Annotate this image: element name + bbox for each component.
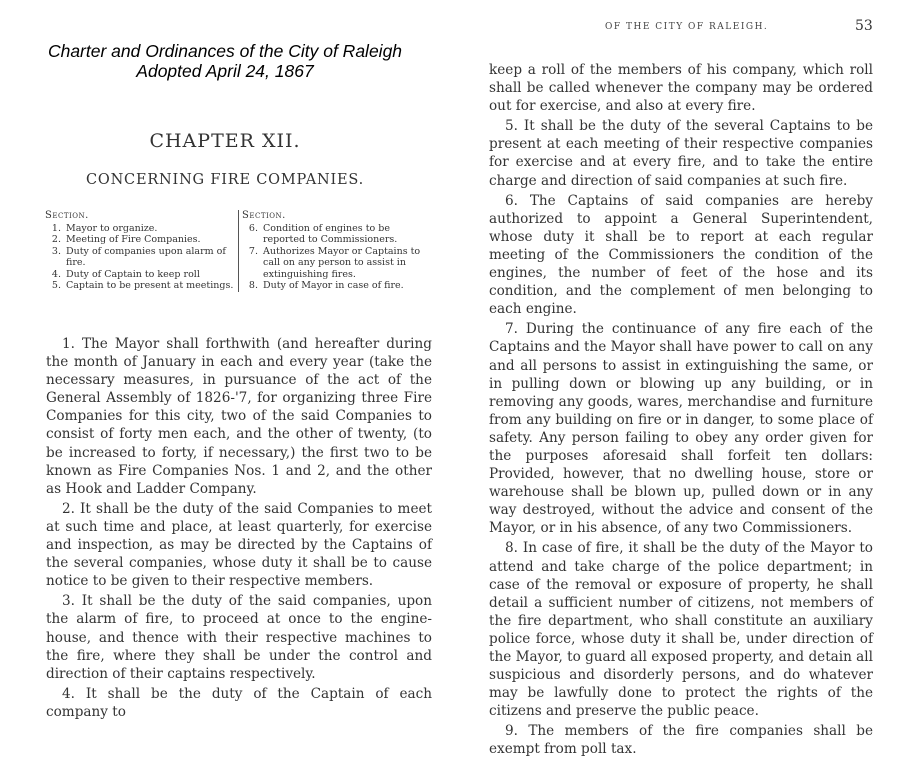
caption-title: Charter and Ordinances of the City of Raleigh <box>47 41 403 61</box>
section-paragraph: 2. It shall be the duty of the said Companies to meet at such time and place, at least quarterly, for exercise and inspection, as may be directed by the Captains of the several companies, whose duty it shall be to cause notice to be given to their respective members. <box>46 500 432 590</box>
section-title: Duty of Captain to keep roll <box>66 268 200 280</box>
section-index-item <box>242 280 432 292</box>
section-index-item <box>45 223 235 235</box>
left-body-text <box>46 335 432 723</box>
section-index-col1 <box>45 210 235 292</box>
section-number: 1. <box>51 222 61 234</box>
section-paragraph: 7. During the continuance of any fire each of the Captains and the Mayor shall have power to call on any and all persons to assist in extinguishing the same, or in pulling down or blowing up any building, or in removing any goods, wares, merchandise and furniture from any building on fire or in danger, to some place of safety. Any person failing to obey any order given for the purposes aforesaid shall forfeit ten dollars: Provided, however, that no dwelling house, store or warehouse shall be blown up, pulled down or in any way destroyed, without the advice and consent of the Mayor, or in his absence, of any two Commissioners. <box>489 321 873 537</box>
section-number: 6. <box>248 222 258 234</box>
section-title: Condition of engines to be reported to Commissioners. <box>263 222 398 245</box>
section-number: 2. <box>51 234 61 245</box>
document-caption <box>0 41 450 81</box>
section-number: 4. <box>51 268 61 280</box>
section-index-item <box>45 280 235 292</box>
section-title: Authorizes Mayor or Captains to call on any person to assist in extinguishing fires. <box>263 245 421 280</box>
section-number: 3. <box>51 245 61 257</box>
chapter-heading: CHAPTER XII. <box>149 130 301 152</box>
section-title: Duty of Mayor in case of fire. <box>263 280 404 291</box>
section-paragraph: 9. The members of the fire companies shall be exempt from poll tax. <box>489 723 873 758</box>
caption-date: Adopted April 24, 1867 <box>136 61 314 81</box>
chapter-subtitle: CONCERNING FIRE COMPANIES. <box>85 172 364 188</box>
section-paragraph: 4. It shall be the duty of the Captain of each company to <box>46 685 432 720</box>
section-index-item <box>242 223 432 246</box>
section-title: Duty of companies upon alarm of fire. <box>66 245 226 268</box>
right-body-text <box>489 61 873 761</box>
left-page <box>0 0 450 720</box>
section-number: 8. <box>248 280 258 291</box>
section-index-item <box>242 246 432 281</box>
section-index-item <box>45 246 235 269</box>
section-number: 5. <box>51 280 61 291</box>
paragraph-continuation: keep a roll of the members of his company, which roll shall be called whenever the company may be ordered out for exercise, and also at every fire. <box>489 62 873 115</box>
section-index-col2 <box>238 210 432 292</box>
section-index-item <box>45 234 235 246</box>
section-index-head: Section. <box>45 210 89 221</box>
section-title: Captain to be present at meetings. <box>66 280 234 291</box>
section-paragraph: 6. The Captains of said companies are hereby authorized to appoint a General Superintendent, whose duty it shall be to report at each regular meeting of the Commissioners the condition of the engines, the number of feet of the hose and its condition, and the complement of men belonging to each engine. <box>489 192 873 318</box>
section-paragraph: 3. It shall be the duty of the said companies, upon the alarm of fire, to proceed at once to the engine-house, and thence with their respective machines to the fire, where they shall be under the control and direction of their captains respectively. <box>46 593 432 682</box>
section-paragraph: 8. In case of fire, it shall be the duty of the Mayor to attend and take charge of the police department; in case of the removal or exposure of property, he shall detail a sufficient number of citizens, not members of the fire department, who shall constitute an auxiliary police force, whose duty it shall be, under direction of the Mayor, to guard all exposed property, and detain all suspicious and disorderly persons, and do whatever may be lawfully done to protect the rights of the citizens and preserve the public peace. <box>489 540 873 720</box>
section-number: 7. <box>248 245 258 257</box>
running-head: OF THE CITY OF RALEIGH. <box>605 22 769 32</box>
section-title: Mayor to organize. <box>66 222 158 234</box>
right-page <box>450 0 900 758</box>
section-paragraph: 5. It shall be the duty of the several Captains to be present at each meeting of their respective companies for exercise and at every fire, and to take the entire charge and direction of said companies at such fire. <box>489 118 873 189</box>
section-paragraph: 1. The Mayor shall forthwith (and hereafter during the month of January in each and every year (take the necessary measures, in pursuance of the act of the General Assembly of 1826-'7, for organizing three Fire Companies for this city, two of the said Companies to consist of forty men each, and the other of twenty, (to be increased to forty, if necessary,) the first two to be known as Fire Companies Nos. 1 and 2, and the other as Hook and Ladder Company. <box>46 336 432 497</box>
section-title: Meeting of Fire Companies. <box>66 234 201 245</box>
section-index-item <box>45 269 235 281</box>
section-index-head: Section. <box>242 210 286 221</box>
page-number: 53 <box>855 18 873 34</box>
